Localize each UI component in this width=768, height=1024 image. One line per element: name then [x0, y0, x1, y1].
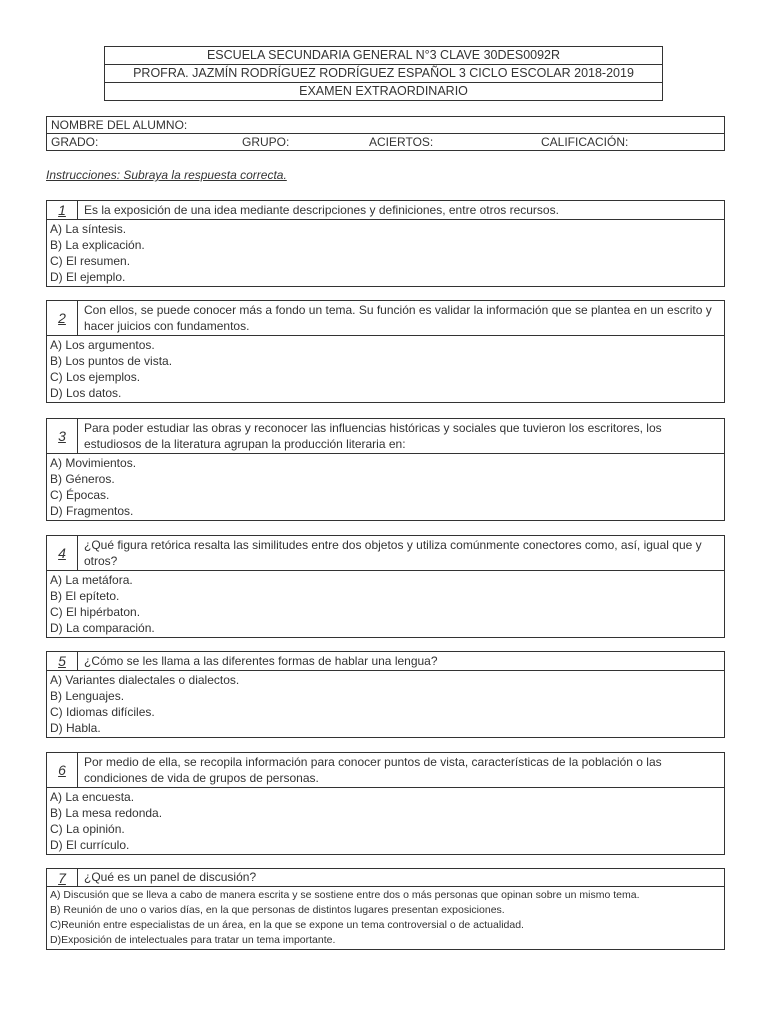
question-number: 2: [47, 301, 78, 335]
answer-option[interactable]: A) Los argumentos.: [50, 338, 155, 352]
answer-option[interactable]: B) Géneros.: [50, 472, 115, 486]
answer-option[interactable]: C) Idiomas difíciles.: [50, 705, 155, 719]
hits-label: ACIERTOS:: [369, 135, 434, 149]
question-number: 1: [47, 201, 78, 219]
answer-option[interactable]: D) Habla.: [50, 721, 101, 735]
question-5: [46, 651, 725, 738]
question-number: 3: [47, 419, 78, 453]
instructions: Instrucciones: Subraya la respuesta correcta.: [46, 168, 287, 182]
answer-option[interactable]: D) El ejemplo.: [50, 270, 126, 284]
answer-option[interactable]: D) Los datos.: [50, 386, 122, 400]
question-2: [46, 300, 725, 403]
question-text: Con ellos, se puede conocer más a fondo un tema. Su función es validar la información que se plantea en un escrito y hacer juicios con fundamentos.: [84, 303, 712, 333]
teacher-line: PROFRA. JAZMÍN RODRÍGUEZ RODRÍGUEZ ESPAÑOL 3 CICLO ESCOLAR 2018-2019: [105, 65, 662, 83]
question-text: Es la exposición de una idea mediante descripciones y definiciones, entre otros recursos.: [84, 203, 559, 217]
answer-option[interactable]: C) El hipérbaton.: [50, 605, 141, 619]
school-header: [104, 46, 663, 101]
answer-option[interactable]: B) La mesa redonda.: [50, 806, 163, 820]
question-number: 7: [47, 869, 78, 886]
answer-option[interactable]: B) Reunión de uno o varios días, en la que personas de distintos lugares presentan exposiciones.: [50, 904, 505, 916]
answer-option[interactable]: B) El epíteto.: [50, 589, 120, 603]
school-line: ESCUELA SECUNDARIA GENERAL N°3 CLAVE 30DES0092R: [105, 47, 662, 65]
answer-option[interactable]: C) La opinión.: [50, 822, 125, 836]
group-label: GRUPO:: [242, 135, 290, 149]
answer-option[interactable]: B) Los puntos de vista.: [50, 354, 173, 368]
answer-option[interactable]: A) Variantes dialectales o dialectos.: [50, 673, 240, 687]
answer-option[interactable]: A) La encuesta.: [50, 790, 135, 804]
answer-option[interactable]: D) La comparación.: [50, 621, 155, 635]
answer-option[interactable]: A) La síntesis.: [50, 222, 127, 236]
answer-option[interactable]: A) Discusión que se lleva a cabo de manera escrita y se sostiene entre dos o más personas que opinan sobre un mismo tema.: [50, 889, 640, 901]
answer-option[interactable]: A) Movimientos.: [50, 456, 137, 470]
question-1: [46, 200, 725, 287]
answer-option[interactable]: C)Reunión entre especialistas de un área, en la que se expone un tema controversial o de actualidad.: [50, 919, 524, 931]
answer-option[interactable]: D)Exposición de intelectuales para tratar un tema importante.: [50, 934, 336, 946]
exam-title: EXAMEN EXTRAORDINARIO: [299, 84, 468, 98]
answer-option[interactable]: C) Los ejemplos.: [50, 370, 141, 384]
question-text: ¿Qué figura retórica resalta las similitudes entre dos objetos y utiliza comúnmente conectores como, así, igual que y otros?: [84, 538, 702, 568]
answer-option[interactable]: D) El currículo.: [50, 838, 130, 852]
question-text: Para poder estudiar las obras y reconocer las influencias históricas y sociales que tuvieron los escritores, los estudiosos de la literatura agrupan la producción literaria en:: [84, 421, 662, 451]
answer-option[interactable]: B) Lenguajes.: [50, 689, 125, 703]
question-text: ¿Cómo se les llama a las diferentes formas de hablar una lengua?: [84, 654, 438, 668]
question-number: 6: [47, 753, 78, 787]
student-info: [46, 116, 725, 151]
grade-label: GRADO:: [51, 135, 99, 149]
question-text: Por medio de ella, se recopila información para conocer puntos de vista, características de la población o las condiciones de vida de grupos de personas.: [84, 755, 662, 785]
question-number: 4: [47, 536, 78, 570]
question-number: 5: [47, 652, 78, 670]
answer-option[interactable]: C) Épocas.: [50, 488, 110, 502]
question-text: ¿Qué es un panel de discusión?: [84, 870, 257, 884]
question-7: [46, 868, 725, 950]
answer-option[interactable]: A) La metáfora.: [50, 573, 133, 587]
answer-option[interactable]: D) Fragmentos.: [50, 504, 134, 518]
name-label: NOMBRE DEL ALUMNO:: [51, 118, 188, 132]
question-6: [46, 752, 725, 855]
answer-option[interactable]: B) La explicación.: [50, 238, 145, 252]
answer-option[interactable]: C) El resumen.: [50, 254, 131, 268]
score-label: CALIFICACIÓN:: [541, 135, 629, 149]
question-4: [46, 535, 725, 638]
question-3: [46, 418, 725, 521]
